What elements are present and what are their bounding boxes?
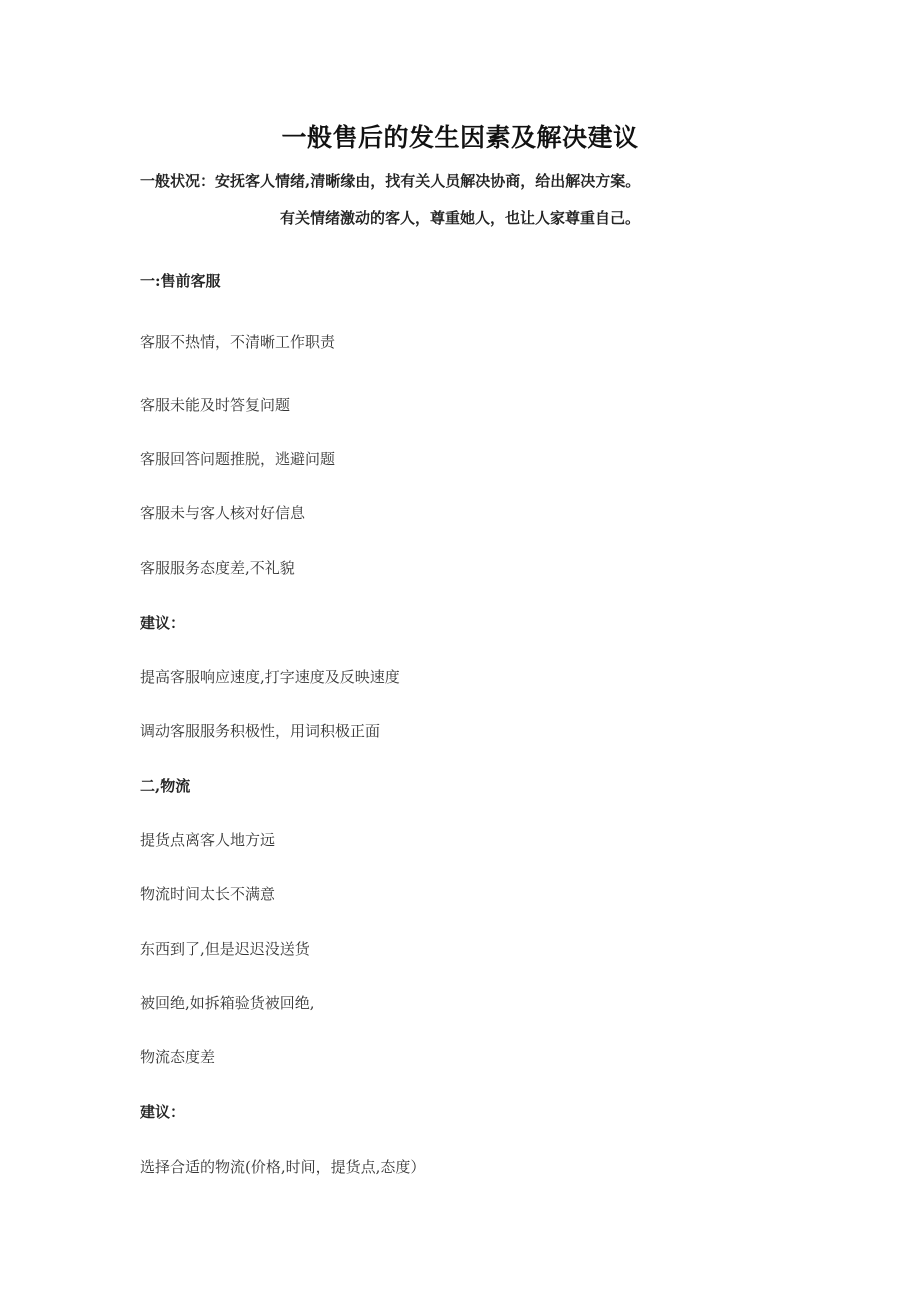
list-item: 提货点离客人地方远 [140,831,276,849]
list-item: 客服不热情，不清晰工作职责 [140,333,336,351]
section-heading-logistics: 二,物流 [140,777,191,795]
list-item: 东西到了,但是迟迟没送货 [140,940,310,958]
suggestion-item: 调动客服服务积极性，用词积极正面 [140,722,381,740]
list-item: 物流态度差 [140,1048,216,1066]
list-item: 被回绝,如拆箱验货被回绝, [140,994,315,1012]
list-item: 客服未与客人核对好信息 [140,504,306,522]
list-item: 客服服务态度差,不礼貌 [140,559,295,577]
document-title: 一般售后的发生因素及解决建议 [281,123,639,152]
list-item: 客服回答问题推脱，逃避问题 [140,450,336,468]
list-item: 物流时间太长不满意 [140,885,276,903]
list-item: 客服未能及时答复问题 [140,396,291,414]
intro-general-situation: 一般状况：安抚客人情绪,清晰缘由，找有关人员解决协商，给出解决方案。 [140,172,641,190]
suggestion-item: 选择合适的物流(价格,时间，提货点,态度） [140,1158,426,1176]
intro-emotional-customers: 有关情绪激动的客人，尊重她人，也让人家尊重自己。 [279,209,640,227]
section-heading-presales: 一:售前客服 [140,272,221,290]
suggestion-heading: 建议： [140,614,186,632]
suggestion-heading: 建议： [140,1103,186,1121]
suggestion-item: 提高客服响应速度,打字速度及反映速度 [140,668,400,686]
